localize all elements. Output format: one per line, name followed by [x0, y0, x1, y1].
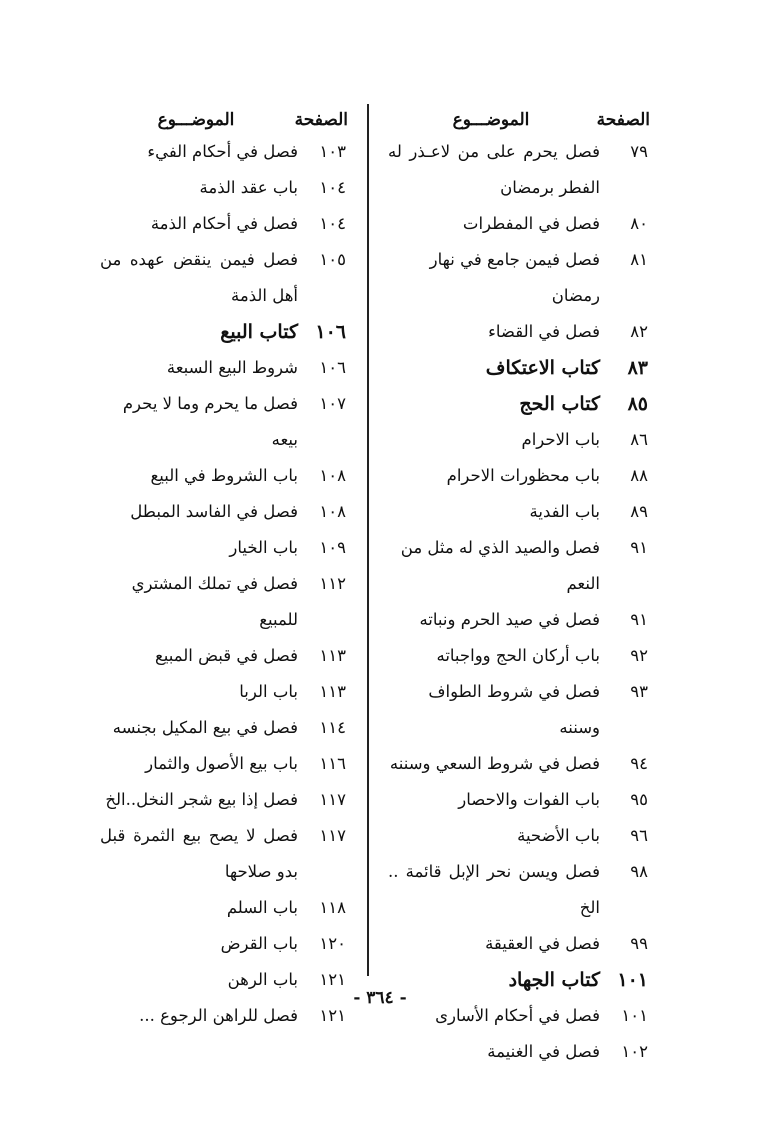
entry-page-number: ١١٣ — [319, 646, 346, 665]
entry-page-number: ٨٦ — [630, 430, 648, 449]
entry-page-number: ١٠٢ — [621, 1042, 648, 1061]
entry-title: فصل في أحكام الأسارى — [435, 1006, 600, 1025]
book-heading-entry — [388, 386, 650, 422]
entry-title: فصل يحرم على من لاعـذر له الفطر برمضان — [388, 142, 600, 197]
entry-title: كتاب الحج — [519, 393, 600, 415]
entry-page-number: ١٠٨ — [319, 502, 346, 521]
entry-page-number: ٨٣ — [627, 357, 648, 379]
index-entry — [100, 350, 348, 386]
index-entry — [100, 530, 348, 566]
index-entry — [100, 674, 348, 710]
entry-title: فصل في أحكام الفيء — [147, 142, 298, 161]
right-index-column — [388, 100, 650, 1070]
entry-title: فصل ما يحرم وما لا يحرم بيعه — [122, 394, 298, 449]
entry-title: فصل في الغنيمة — [487, 1042, 600, 1061]
entry-title: فصل والصيد الذي له مثل من النعم — [400, 538, 600, 593]
index-entry — [388, 746, 650, 782]
entry-page-number: ٩١ — [630, 538, 648, 557]
entry-title: باب الفدية — [529, 502, 600, 521]
index-entry — [388, 422, 650, 458]
entry-page-number: ١٠٣ — [319, 142, 346, 161]
index-entry — [388, 458, 650, 494]
entry-title: باب محظورات الاحرام — [446, 466, 600, 485]
entry-page-number: ١٢٠ — [319, 934, 346, 953]
entry-title: فصل للراهن الرجوع ... — [139, 1006, 298, 1025]
topic-column-heading: الموضـــوع — [157, 110, 235, 130]
entry-title: فصل في العقيقة — [485, 934, 600, 953]
entry-title: فصل ويسن نحر الإبل قائمة .. الخ — [388, 862, 600, 917]
index-entry — [100, 890, 348, 926]
entry-page-number: ٩٩ — [630, 934, 648, 953]
entry-page-number: ١٠٤ — [319, 214, 346, 233]
entry-title: فصل في القضاء — [488, 322, 600, 341]
entry-title: فصل فيمن ينقض عهده من أهل الذمة — [100, 250, 298, 305]
entry-title: فصل في بيع المكيل بجنسه — [112, 718, 298, 737]
entry-title: فصل في قبض المبيع — [154, 646, 298, 665]
book-heading-entry — [388, 350, 650, 386]
index-entry — [100, 170, 348, 206]
entry-page-number: ١١٣ — [319, 682, 346, 701]
entry-page-number: ١٠٦ — [319, 358, 346, 377]
entry-page-number: ١٠٦ — [315, 321, 346, 343]
entry-page-number: ١١٧ — [319, 790, 346, 809]
entry-title: باب الشروط في البيع — [150, 466, 298, 485]
entry-page-number: ٩٢ — [630, 646, 648, 665]
index-entry — [100, 494, 348, 530]
index-entry — [100, 818, 348, 890]
entry-title: شروط البيع السبعة — [166, 358, 298, 377]
index-entry — [100, 386, 348, 458]
index-entry — [388, 926, 650, 962]
entry-title: باب القرض — [220, 934, 298, 953]
index-entry — [100, 206, 348, 242]
entry-title: باب السلم — [226, 898, 298, 917]
entry-page-number: ١١٨ — [319, 898, 346, 917]
index-entry — [388, 530, 650, 602]
index-entry — [388, 638, 650, 674]
entry-title: باب الخيار — [229, 538, 298, 557]
entry-page-number: ٩٦ — [630, 826, 648, 845]
entry-title: باب أركان الحج وواجباته — [436, 646, 600, 665]
index-entry — [100, 638, 348, 674]
entry-title: فصل في شروط الطواف وسننه — [428, 682, 600, 737]
page-number: - ٣٦٤ - — [353, 988, 407, 1008]
index-entry — [100, 782, 348, 818]
entry-page-number: ٩٨ — [630, 862, 648, 881]
entry-title: فصل في شروط السعي وسننه — [389, 754, 600, 773]
index-entry — [388, 818, 650, 854]
index-entry — [100, 242, 348, 314]
entry-page-number: ٨١ — [630, 250, 648, 269]
entry-page-number: ٨٢ — [630, 322, 648, 341]
entry-title: باب الأضحية — [517, 826, 600, 845]
entry-page-number: ٨٩ — [630, 502, 648, 521]
index-entry — [388, 206, 650, 242]
left-index-column — [100, 100, 348, 1034]
entry-page-number: ١٠٩ — [319, 538, 346, 557]
entry-page-number: ١٢١ — [319, 1006, 346, 1025]
page-column-heading: الصفحة — [294, 110, 348, 130]
index-entry — [388, 602, 650, 638]
entry-page-number: ١٠١ — [617, 969, 648, 991]
entry-page-number: ١٠١ — [621, 1006, 648, 1025]
index-entry — [100, 926, 348, 962]
column-divider — [367, 104, 369, 976]
index-entry — [100, 746, 348, 782]
entry-page-number: ١٠٧ — [319, 394, 346, 413]
entry-title: كتاب الجهاد — [508, 969, 600, 991]
entry-title: باب الرهن — [227, 970, 298, 989]
right-column-header — [388, 100, 650, 130]
entry-title: باب عقد الذمة — [199, 178, 298, 197]
index-entry — [100, 134, 348, 170]
index-entry — [388, 1034, 650, 1070]
entry-page-number: ١١٧ — [319, 826, 346, 845]
index-entry — [388, 494, 650, 530]
entry-page-number: ٨٠ — [630, 214, 648, 233]
entry-page-number: ١١٦ — [319, 754, 346, 773]
index-entry — [388, 314, 650, 350]
entry-title: فصل إذا بيع شجر النخل..الخ — [105, 790, 298, 809]
entry-title: فصل في المفطرات — [462, 214, 600, 233]
entry-page-number: ٧٩ — [630, 142, 648, 161]
entry-title: فصل في صيد الحرم ونباته — [419, 610, 600, 629]
entry-title: فصل فيمن جامع في نهار رمضان — [429, 250, 600, 305]
entry-title: كتاب الاعتكاف — [485, 357, 600, 379]
entry-title: فصل في تملك المشتري للمبيع — [131, 574, 298, 629]
index-entry — [100, 710, 348, 746]
entry-page-number: ٨٥ — [627, 393, 648, 415]
entry-title: كتاب البيع — [220, 321, 298, 343]
entry-page-number: ٩٣ — [630, 682, 648, 701]
entry-title: باب الاحرام — [521, 430, 600, 449]
index-entry — [388, 242, 650, 314]
left-column-header — [100, 100, 348, 130]
entry-title: فصل لا يصح بيع الثمرة قبل بدو صلاحها — [100, 826, 298, 881]
index-entry — [100, 458, 348, 494]
book-heading-entry — [100, 314, 348, 350]
index-entry — [100, 566, 348, 638]
entry-title: فصل في الفاسد المبطل — [130, 502, 298, 521]
entry-page-number: ٩٤ — [630, 754, 648, 773]
entry-title: باب الربا — [239, 682, 298, 701]
index-entry — [388, 134, 650, 206]
index-entry — [388, 782, 650, 818]
entry-page-number: ١٠٨ — [319, 466, 346, 485]
entry-page-number: ١١٢ — [319, 574, 346, 593]
entry-page-number: ١١٤ — [319, 718, 346, 737]
entry-title: باب بيع الأصول والثمار — [145, 754, 298, 773]
entry-page-number: ٩١ — [630, 610, 648, 629]
entry-title: فصل في أحكام الذمة — [150, 214, 298, 233]
entry-page-number: ١٠٥ — [319, 250, 346, 269]
index-entry — [388, 854, 650, 926]
entry-page-number: ١٢١ — [319, 970, 346, 989]
entry-page-number: ٩٥ — [630, 790, 648, 809]
entry-title: باب الفوات والاحصار — [458, 790, 600, 809]
page-column-heading: الصفحة — [596, 110, 650, 130]
entry-page-number: ٨٨ — [630, 466, 648, 485]
topic-column-heading: الموضـــوع — [452, 110, 530, 130]
index-entry — [388, 674, 650, 746]
entry-page-number: ١٠٤ — [319, 178, 346, 197]
